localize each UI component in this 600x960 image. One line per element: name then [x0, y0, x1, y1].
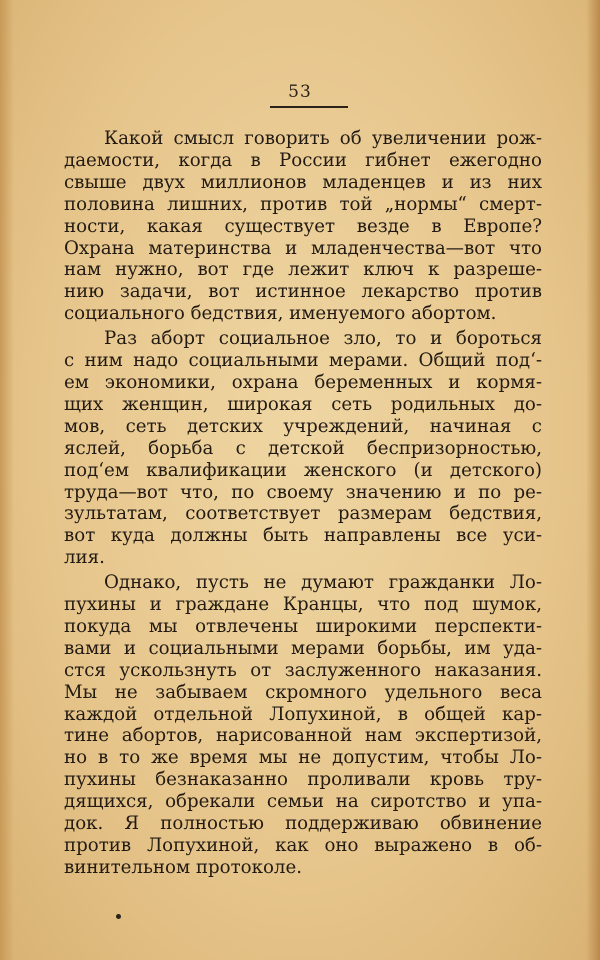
text-line: Раз аборт социальное зло, то и бороться: [104, 328, 542, 350]
text-line: дящихся, обрекали семьи на сиротство и упа-: [64, 791, 542, 813]
text-line: ем экономики, охрана беременных и кормя-: [64, 371, 542, 393]
page-edge-right: [586, 0, 600, 960]
page-number: 53: [288, 82, 312, 102]
paragraph-3: [64, 572, 542, 879]
text-line: зультатам, соответствует размерам бедствия,: [64, 503, 542, 525]
text-line: половина лишних, против той „нормы“ смерт-: [64, 193, 542, 215]
text-line: док. Я полностью поддерживаю обвинение: [64, 813, 542, 835]
text-line: под‘ем квалификации женского (и детского): [64, 459, 542, 481]
text-line: покуда мы отвлечены широкими перспекти-: [64, 615, 542, 637]
text-line: каждой отдельной Лопухиной, в общей кар-: [64, 703, 542, 725]
text-line: с ним надо социальными мерами. Общий под‘-: [64, 350, 542, 372]
text-line: труда—вот что, по своему значению и по ре-: [64, 481, 542, 503]
body-text: [64, 128, 542, 882]
text-line: лия.: [64, 547, 105, 569]
text-line: пухины безнаказанно проливали кровь тру-: [64, 769, 542, 791]
text-line: нию задачи, вот истинное лекарство против: [64, 281, 542, 303]
header-rule: [270, 106, 348, 108]
text-line: Какой смысл говорить об увеличении рож-: [104, 128, 542, 149]
text-line: Однако, пусть не думают гражданки Ло-: [104, 572, 542, 594]
text-line: но в то же время мы не допустим, чтобы Ло-: [64, 747, 542, 769]
text-line: ности, какая существует везде в Европе?: [64, 215, 542, 237]
paragraph-2: [64, 328, 542, 569]
paragraph-1: [64, 128, 542, 325]
text-line: пухины и граждане Кранцы, что под шумок,: [64, 594, 542, 616]
text-line: Мы не забываем скромного удельного веса: [64, 681, 542, 703]
text-line: нам нужно, вот где лежит ключ к разреше-: [64, 259, 542, 281]
text-line: свыше двух миллионов младенцев и из них: [64, 171, 542, 193]
ink-speck: [116, 914, 121, 919]
text-line: щих женщин, широкая сеть родильных до-: [64, 393, 542, 415]
text-line: против Лопухиной, как оно выражено в об-: [64, 835, 542, 856]
text-line: вами и социальными мерами борьбы, им уда-: [64, 637, 542, 659]
page-edge-left: [0, 0, 14, 960]
text-line: социального бедствия, именуемого абортом.: [64, 303, 497, 325]
text-line: стся ускользнуть от заслуженного наказания.: [64, 659, 542, 681]
text-line: яслей, борьба с детской беспризорностью,: [64, 437, 542, 459]
text-line: тине абортов, нарисованной нам экспертизой,: [64, 725, 542, 747]
text-line: даемости, когда в России гибнет ежегодно: [64, 149, 542, 171]
text-line: Охрана материнства и младенчества—вот что: [64, 237, 542, 259]
text-line: вот куда должны быть направлены все уси-: [64, 525, 542, 547]
text-line: мов, сеть детских учреждений, начиная с: [64, 415, 542, 437]
text-line: винительном протоколе.: [64, 856, 303, 878]
